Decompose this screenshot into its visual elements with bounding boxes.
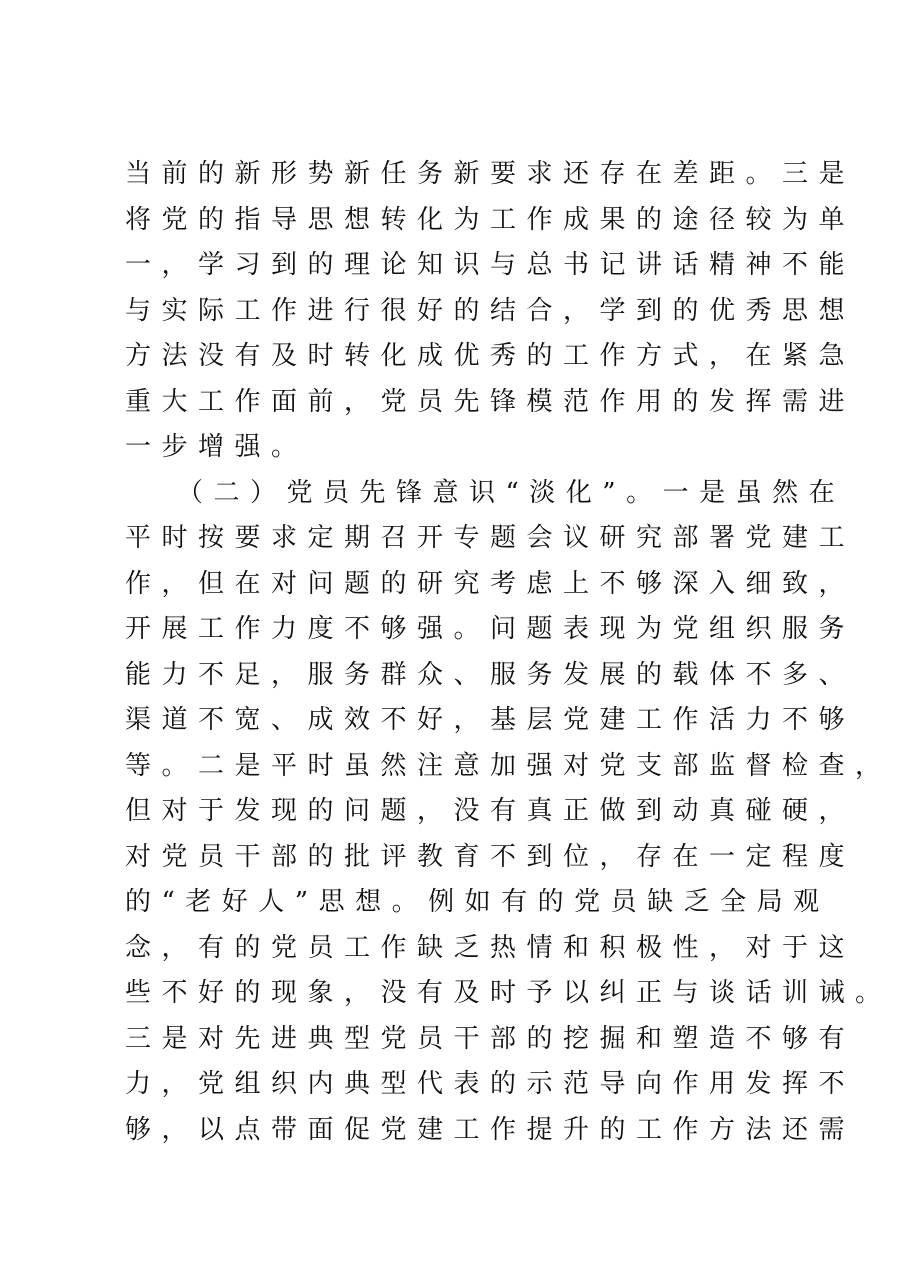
text-line: 平时按要求定期召开专题会议研究部署党建工: [125, 523, 856, 553]
text-line: 开展工作力度不够强。问题表现为党组织服务: [125, 614, 856, 644]
text-line: 些不好的现象，没有及时予以纠正与谈话训诫。: [125, 978, 892, 1008]
text-line: 的“老好人”思想。例如有的党员缺乏全局观: [125, 887, 830, 917]
text-line: 一，学习到的理论知识与总书记讲话精神不能: [125, 250, 856, 280]
text-line: 渠道不宽、成效不好，基层党建工作活力不够: [125, 705, 856, 735]
text-line: 三是对先进典型党员干部的挖掘和塑造不够有: [125, 1023, 856, 1054]
text-line: 对党员干部的批评教育不到位，存在一定程度: [125, 841, 856, 872]
text-line: 念，有的党员工作缺乏热情和积极性，对于这: [125, 932, 856, 963]
text-line: 重大工作面前，党员先锋模范作用的发挥需进: [125, 386, 856, 417]
text-line: 方法没有及时转化成优秀的工作方式，在紧急: [125, 341, 856, 371]
document-body: [125, 152, 892, 1153]
text-line: 力，党组织内典型代表的示范导向作用发挥不: [125, 1069, 856, 1099]
text-line: 与实际工作进行很好的结合，学到的优秀思想: [125, 295, 856, 326]
section-heading-line: （二）党员先锋意识“淡化”。一是虽然在: [177, 477, 846, 508]
text-line: 能力不足，服务群众、服务发展的载体不多、: [125, 659, 856, 690]
text-line: 够，以点带面促党建工作提升的工作方法还需: [125, 1114, 856, 1145]
text-line: 但对于发现的问题，没有真正做到动真碰硬，: [125, 796, 856, 826]
paragraph-1: [125, 152, 856, 471]
text-line: 作，但在对问题的研究考虑上不够深入细致，: [125, 568, 856, 599]
paragraph-2: [125, 471, 892, 1154]
text-line: 当前的新形势新任务新要求还存在差距。三是: [125, 159, 856, 189]
text-line: 一步增强。: [125, 432, 308, 462]
text-line: 等。二是平时虽然注意加强对党支部监督检查，: [125, 750, 892, 781]
text-line: 将党的指导思想转化为工作成果的途径较为单: [125, 204, 856, 235]
